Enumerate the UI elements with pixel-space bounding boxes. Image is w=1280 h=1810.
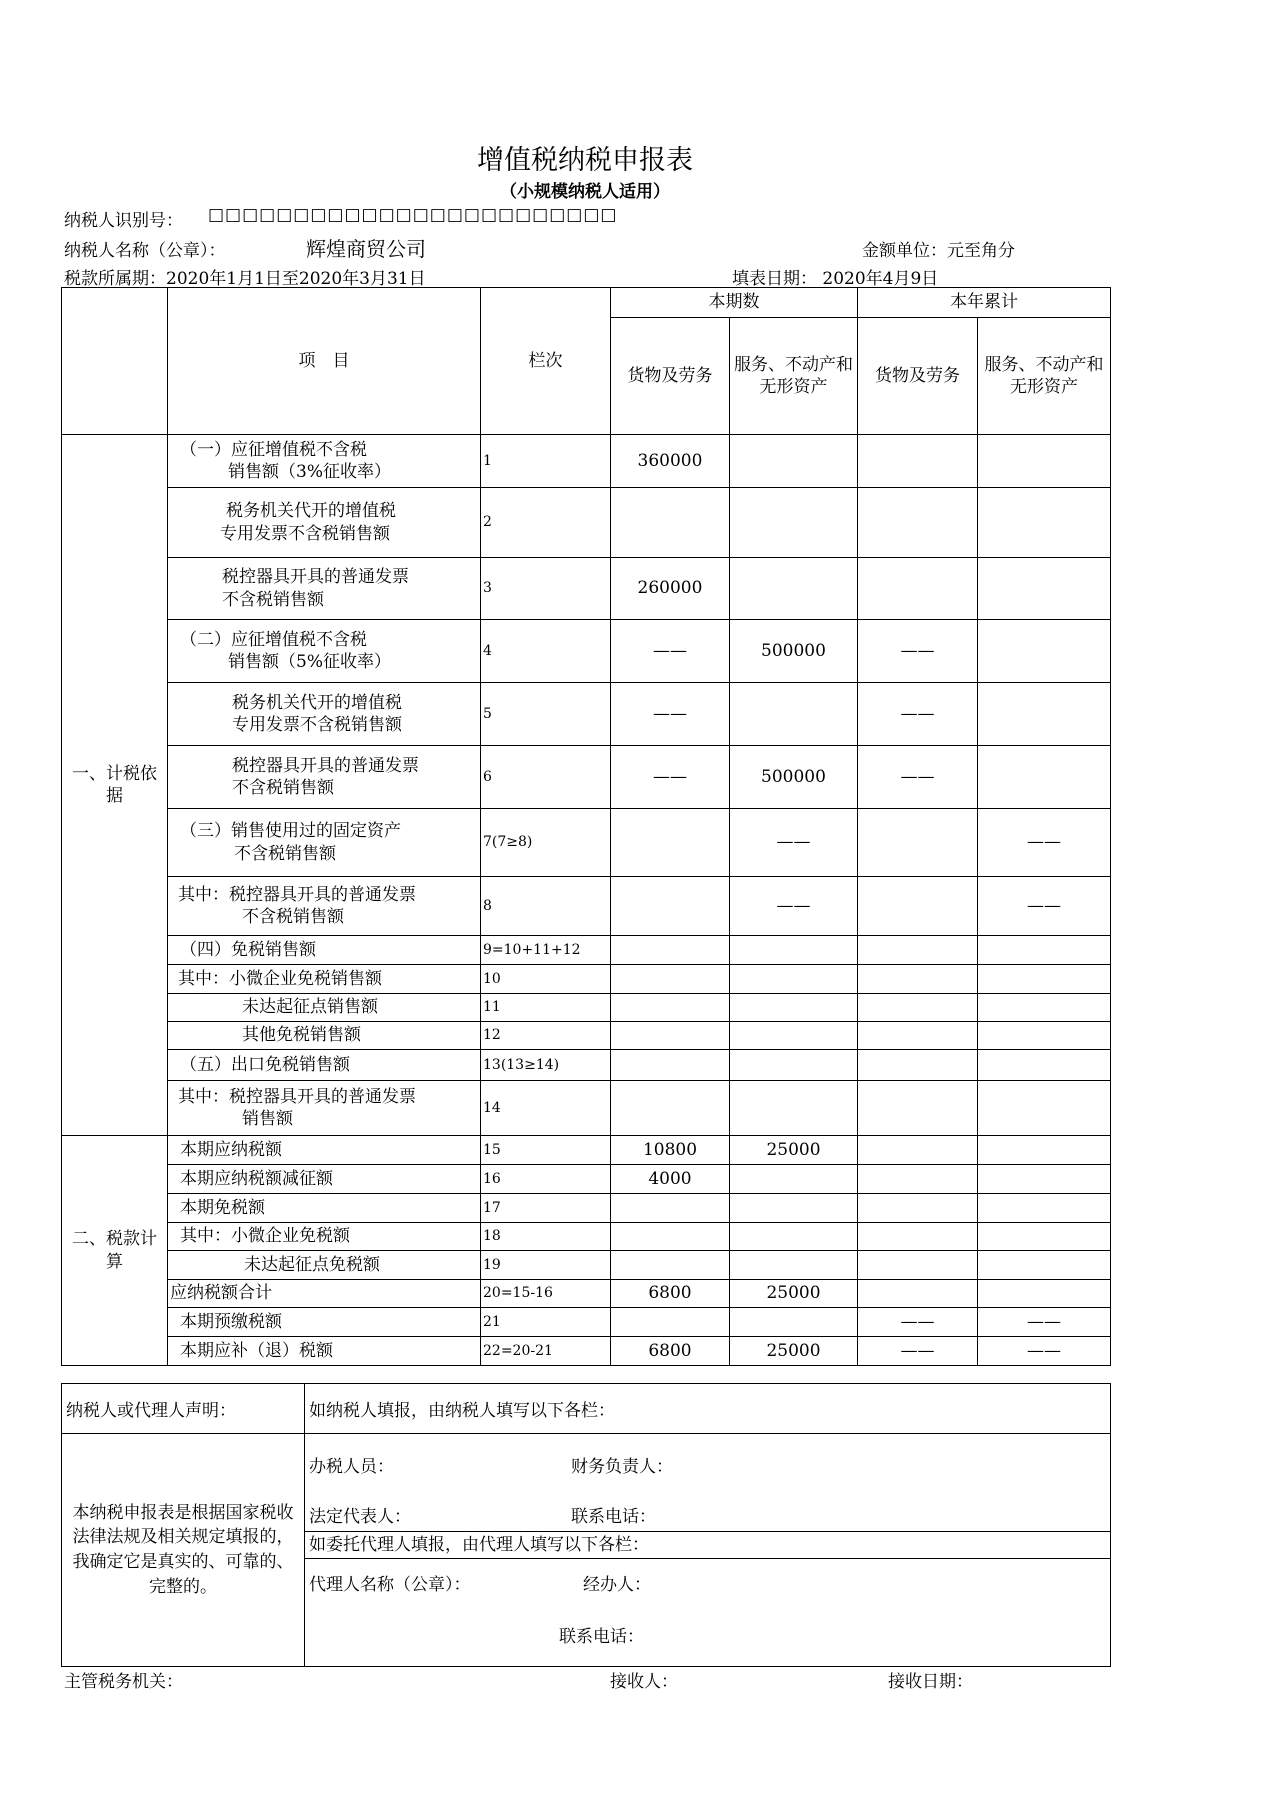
ytd-goods-value: ——: [858, 683, 978, 746]
current-services-value: [730, 1194, 858, 1223]
current-services-value: [730, 1165, 858, 1194]
line-code: 1: [481, 435, 611, 488]
ytd-services-value: ——: [978, 1308, 1111, 1337]
line-code: 3: [481, 558, 611, 620]
ytd-services-value: [978, 965, 1111, 994]
ytd-goods-value: ——: [858, 1337, 978, 1366]
line-code: 7(7≥8): [481, 809, 611, 877]
current-services-value: [730, 683, 858, 746]
ytd-services-value: [978, 1165, 1111, 1194]
item-label: 其他免税销售额: [168, 1022, 481, 1050]
line-code: 4: [481, 620, 611, 683]
taxpayer-name-label: 纳税人名称（公章）：: [64, 241, 226, 261]
item-label: （四）免税销售额: [168, 936, 481, 965]
ytd-services-value: [978, 1251, 1111, 1280]
current-goods-value: [611, 1050, 730, 1081]
item-label: 本期应补（退）税额: [168, 1337, 481, 1366]
phone-label: 联系电话：: [571, 1507, 656, 1527]
legal-rep-label: 法定代表人：: [309, 1507, 411, 1527]
line-code: 20=15-16: [481, 1280, 611, 1308]
line-code: 17: [481, 1194, 611, 1223]
line-code: 12: [481, 1022, 611, 1050]
sub-services-header: 服务、不动产和无形资产: [730, 318, 858, 435]
current-goods-value: [611, 1251, 730, 1280]
line-code: 11: [481, 994, 611, 1022]
ytd-services-value: [978, 620, 1111, 683]
ytd-goods-value: [858, 435, 978, 488]
item-label: （五）出口免税销售额: [168, 1050, 481, 1081]
current-goods-value: [611, 936, 730, 965]
ytd-goods-value: [858, 1223, 978, 1251]
item-label: 本期应纳税额: [168, 1136, 481, 1165]
current-goods-value: ——: [611, 620, 730, 683]
line-code: 13(13≥14): [481, 1050, 611, 1081]
current-goods-value: 360000: [611, 435, 730, 488]
item-label: 其中：税控器具开具的普通发票 销售额: [168, 1081, 481, 1136]
current-goods-value: [611, 1081, 730, 1136]
ytd-services-value: [978, 1194, 1111, 1223]
ytd-goods-value: [858, 1050, 978, 1081]
self-fill-note: 如纳税人填报，由纳税人填写以下各栏：: [305, 1384, 1111, 1434]
ytd-services-value: [978, 1223, 1111, 1251]
line-code: 10: [481, 965, 611, 994]
ytd-services-value: ——: [978, 1337, 1111, 1366]
ytd-services-value: [978, 558, 1111, 620]
current-services-value: [730, 1081, 858, 1136]
line-code: 22=20-21: [481, 1337, 611, 1366]
current-goods-value: [611, 1022, 730, 1050]
taxpayer-id-label: 纳税人识别号：: [64, 211, 183, 231]
item-label: 应纳税额合计: [168, 1280, 481, 1308]
ytd-services-value: [978, 1280, 1111, 1308]
ytd-goods-value: [858, 488, 978, 558]
current-services-value: [730, 558, 858, 620]
current-goods-value: 6800: [611, 1280, 730, 1308]
line-code: 16: [481, 1165, 611, 1194]
ytd-services-value: [978, 1050, 1111, 1081]
declaration-label: 纳税人或代理人声明：: [62, 1384, 305, 1434]
current-services-value: 500000: [730, 746, 858, 809]
current-services-value: 25000: [730, 1280, 858, 1308]
current-services-value: 25000: [730, 1136, 858, 1165]
ytd-services-value: [978, 1136, 1111, 1165]
declaration-table: [61, 1383, 1111, 1667]
current-goods-value: ——: [611, 683, 730, 746]
item-label: 税务机关代开的增值税 专用发票不含税销售额: [168, 488, 481, 558]
current-services-value: [730, 1223, 858, 1251]
ytd-services-value: [978, 1022, 1111, 1050]
ytd-services-value: [978, 1081, 1111, 1136]
ytd-goods-value: [858, 809, 978, 877]
line-code: 6: [481, 746, 611, 809]
col-item-header: 项 目: [168, 288, 481, 435]
current-goods-value: 6800: [611, 1337, 730, 1366]
current-services-value: [730, 1251, 858, 1280]
item-label: 本期预缴税额: [168, 1308, 481, 1337]
item-label: （二）应征增值税不含税 销售额（5%征收率）: [168, 620, 481, 683]
current-services-value: [730, 965, 858, 994]
ytd-services-value: ——: [978, 877, 1111, 936]
handler-label: 经办人：: [583, 1575, 651, 1595]
ytd-services-value: [978, 683, 1111, 746]
ytd-goods-value: [858, 936, 978, 965]
section-tax-calc: 二、税款计算: [62, 1136, 168, 1366]
ytd-goods-value: [858, 1022, 978, 1050]
item-label: （三）销售使用过的固定资产 不含税销售额: [168, 809, 481, 877]
current-services-value: 500000: [730, 620, 858, 683]
ytd-services-value: [978, 936, 1111, 965]
corner-cell: [62, 288, 168, 435]
tax-return-table: [61, 287, 1111, 1366]
declaration-statement: 本纳税申报表是根据国家税收法律法规及相关规定填报的，我确定它是真实的、可靠的、完整的。: [62, 1434, 305, 1667]
item-label: （一）应征增值税不含税 销售额（3%征收率）: [168, 435, 481, 488]
current-services-value: [730, 994, 858, 1022]
item-label: 税控器具开具的普通发票 不含税销售额: [168, 558, 481, 620]
ytd-goods-value: [858, 994, 978, 1022]
line-code: 9=10+11+12: [481, 936, 611, 965]
current-goods-value: [611, 809, 730, 877]
page-subtitle: （小规模纳税人适用）: [500, 182, 670, 202]
item-label: 未达起征点免税额: [168, 1251, 481, 1280]
ytd-goods-value: [858, 1280, 978, 1308]
receive-date-label: 接收日期：: [888, 1672, 973, 1692]
current-services-value: [730, 1308, 858, 1337]
line-code: 15: [481, 1136, 611, 1165]
current-goods-value: 260000: [611, 558, 730, 620]
line-code: 21: [481, 1308, 611, 1337]
ytd-goods-value: ——: [858, 1308, 978, 1337]
current-goods-value: 10800: [611, 1136, 730, 1165]
col-line-header: 栏次: [481, 288, 611, 435]
ytd-goods-value: [858, 1165, 978, 1194]
ytd-goods-value: [858, 965, 978, 994]
item-label: 本期免税额: [168, 1194, 481, 1223]
agent-name-label: 代理人名称（公章）：: [309, 1575, 471, 1595]
item-label: 本期应纳税额减征额: [168, 1165, 481, 1194]
agent-fill-note: 如委托代理人填报，由代理人填写以下各栏：: [305, 1531, 1110, 1559]
section-tax-basis: 一、计税依据: [62, 435, 168, 1136]
ytd-goods-value: [858, 1136, 978, 1165]
ytd-goods-value: ——: [858, 620, 978, 683]
group-ytd-header: 本年累计: [858, 288, 1111, 318]
page-title: 增值税纳税申报表: [477, 145, 693, 176]
taxpayer-name: 辉煌商贸公司: [306, 237, 426, 261]
current-goods-value: [611, 965, 730, 994]
receiver-label: 接收人：: [610, 1672, 678, 1692]
ytd-services-value: ——: [978, 809, 1111, 877]
item-label: 税务机关代开的增值税 专用发票不含税销售额: [168, 683, 481, 746]
line-code: 5: [481, 683, 611, 746]
sub-goods-header: 货物及劳务: [611, 318, 730, 435]
current-goods-value: ——: [611, 746, 730, 809]
ytd-goods-value: [858, 1251, 978, 1280]
sub-goods-header: 货物及劳务: [858, 318, 978, 435]
tax-officer-label: 办税人员：: [309, 1457, 394, 1477]
current-services-value: 25000: [730, 1337, 858, 1366]
current-goods-value: [611, 1194, 730, 1223]
item-label: 其中：税控器具开具的普通发票 不含税销售额: [168, 877, 481, 936]
item-label: 其中：小微企业免税销售额: [168, 965, 481, 994]
item-label: 未达起征点销售额: [168, 994, 481, 1022]
sub-services-header: 服务、不动产和无形资产: [978, 318, 1111, 435]
finance-head-label: 财务负责人：: [571, 1457, 673, 1477]
line-code: 14: [481, 1081, 611, 1136]
current-goods-value: [611, 488, 730, 558]
ytd-services-value: [978, 994, 1111, 1022]
current-services-value: [730, 1022, 858, 1050]
current-goods-value: [611, 1308, 730, 1337]
current-goods-value: 4000: [611, 1165, 730, 1194]
signature-area: [305, 1434, 1111, 1667]
current-services-value: [730, 435, 858, 488]
current-services-value: ——: [730, 809, 858, 877]
current-goods-value: [611, 994, 730, 1022]
item-label: 其中：小微企业免税额: [168, 1223, 481, 1251]
line-code: 8: [481, 877, 611, 936]
ytd-goods-value: [858, 1081, 978, 1136]
ytd-goods-value: [858, 558, 978, 620]
group-current-header: 本期数: [611, 288, 858, 318]
current-goods-value: [611, 1223, 730, 1251]
line-code: 18: [481, 1223, 611, 1251]
agent-phone-label: 联系电话：: [559, 1627, 644, 1647]
amount-unit: 金额单位：元至角分: [862, 241, 1015, 261]
ytd-goods-value: [858, 877, 978, 936]
ytd-goods-value: [858, 1194, 978, 1223]
ytd-services-value: [978, 488, 1111, 558]
current-services-value: [730, 1050, 858, 1081]
item-label: 税控器具开具的普通发票 不含税销售额: [168, 746, 481, 809]
ytd-goods-value: ——: [858, 746, 978, 809]
tax-period: 税款所属期：2020年1月1日至2020年3月31日: [64, 269, 426, 289]
line-code: 2: [481, 488, 611, 558]
current-services-value: ——: [730, 877, 858, 936]
current-goods-value: [611, 877, 730, 936]
ytd-services-value: [978, 435, 1111, 488]
taxpayer-id-boxes: □□□□□□□□□□□□□□□□□□□□□□□□: [208, 205, 618, 225]
line-code: 19: [481, 1251, 611, 1280]
current-services-value: [730, 488, 858, 558]
tax-authority-label: 主管税务机关：: [64, 1672, 183, 1692]
ytd-services-value: [978, 746, 1111, 809]
current-services-value: [730, 936, 858, 965]
fill-date: 填表日期： 2020年4月9日: [732, 269, 939, 289]
